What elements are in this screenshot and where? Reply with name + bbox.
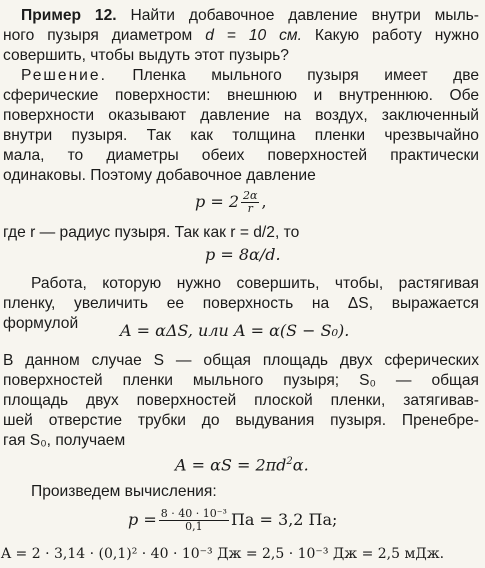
case-line-2: поверхностей пленки мыльного пузыря; S₀ — общая <box>3 372 479 389</box>
problem-text: Какую работу нужно <box>314 27 479 44</box>
fraction-numerator: 8 · 40 · 10⁻³ <box>160 507 227 520</box>
formula-pressure-simplified: p = 8α/d. <box>205 245 281 264</box>
case-line-3: площадь двух поверхностей плоской пленки, затягивав- <box>3 392 479 409</box>
solution-line-4: внутри пузыря. Так как толщина пленки чрезвычайно <box>3 127 479 144</box>
formula-work-result <box>175 452 309 475</box>
formula-part: α. <box>292 455 309 475</box>
problem-line-3: совершить, чтобы выдуть этот пузырь? <box>3 47 289 64</box>
calc-pressure <box>128 502 337 538</box>
problem-text: Найти добавочное давление внутри мыль- <box>130 7 479 24</box>
example-label: Пример 12. <box>21 7 117 24</box>
fraction-numerator: 2α <box>243 189 258 202</box>
problem-line-1 <box>21 6 479 26</box>
formula-part: , <box>261 192 267 211</box>
solution-line-6: одинаковы. Поэтому добавочное давление <box>3 167 316 184</box>
case-line-4: шей отверстие трубки до выдувания пузыря. Пренебре- <box>3 412 479 429</box>
problem-text: ного пузыря диаметром <box>3 27 193 44</box>
solution-text: Пленка мыльного пузыря имеет две <box>132 67 479 84</box>
solution-line-1 <box>21 66 479 86</box>
diameter-value: d = 10 см. <box>205 27 302 44</box>
solution-line-5: мала, то диаметры обеих поверхностей практически <box>3 147 479 164</box>
work-line-3: формулой <box>3 315 79 332</box>
radius-note: где r — радиус пузыря. Так как r = d/2, то <box>3 224 300 241</box>
formula-part: p = <box>128 510 157 529</box>
fraction-denominator: 0,1 <box>185 520 203 533</box>
work-line-1: Работа, которую нужно совершить, чтобы, растягивая <box>31 275 479 292</box>
fraction-denominator: r <box>247 202 253 215</box>
case-line-5: гая S₀, получаем <box>3 432 126 449</box>
solution-label: Решение. <box>21 67 107 84</box>
fraction <box>241 190 259 215</box>
work-line-2: пленку, увеличить ее поверхность на ΔS, выражается <box>3 295 479 312</box>
case-line-1: В данном случае S — общая площадь двух сферических <box>3 352 479 369</box>
calc-intro: Произведем вычисления: <box>31 483 217 500</box>
formula-part: p = 2 <box>195 192 239 211</box>
solution-line-3: поверхности оказывают давление на воздух, заключенный <box>3 107 479 124</box>
calc-work: A = 2 · 3,14 · (0,1)² · 40 · 10⁻³ Дж = 2,5 · 10⁻³ Дж = 2,5 мДж. <box>1 546 445 562</box>
exponent: 2 <box>286 456 293 467</box>
formula-part: A = αS = 2πd <box>175 455 287 475</box>
problem-line-2 <box>3 26 479 46</box>
solution-line-2: сферические поверхности: внешнюю и внутреннюю. Обе <box>3 87 479 104</box>
formula-work: A = αΔS, или A = α(S − S₀). <box>120 321 350 340</box>
formula-part: Па = 3,2 Па; <box>230 510 338 529</box>
fraction <box>159 508 229 533</box>
formula-pressure <box>195 184 267 220</box>
